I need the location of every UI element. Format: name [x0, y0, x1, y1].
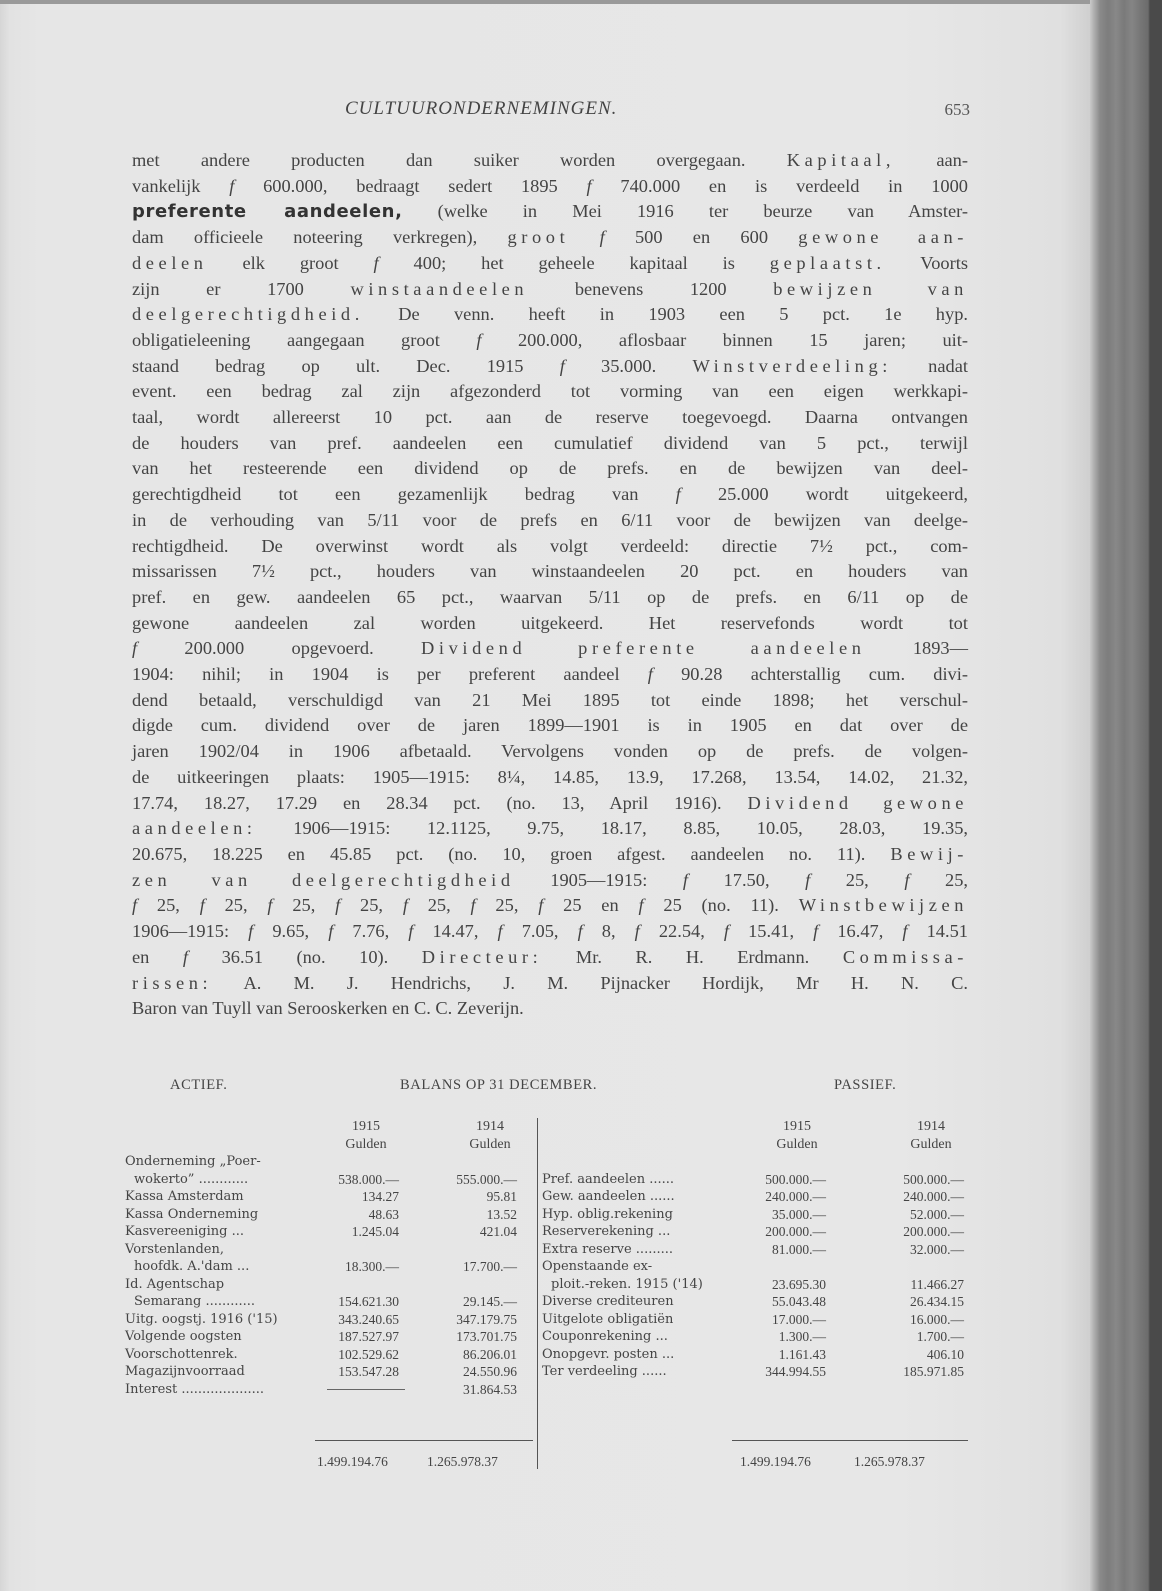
value-1914: 32.000.—	[910, 1241, 964, 1257]
row-label: Diverse crediteuren	[542, 1294, 674, 1309]
page-number: 653	[944, 100, 970, 119]
unit-header-row	[125, 1136, 537, 1154]
row-label: wokerto” ............	[134, 1171, 249, 1187]
florin-sign: f	[634, 921, 640, 942]
year-header-row	[125, 1118, 537, 1136]
florin-sign: f	[182, 946, 189, 967]
passief-row	[542, 1311, 968, 1329]
text-run: 25 en	[543, 895, 639, 916]
value-1915: 18.300.—	[345, 1259, 399, 1274]
value-1914: 86.206.01	[463, 1346, 517, 1362]
value-1915: 23.695.30	[772, 1276, 826, 1292]
text-line	[132, 328, 968, 354]
year-header-row	[542, 1118, 968, 1136]
row-label: Vorstenlanden,	[125, 1241, 224, 1257]
text-line	[132, 482, 968, 508]
text-run: 25,	[475, 895, 539, 916]
value-1915: 343.240.65	[338, 1311, 399, 1327]
text-line	[132, 868, 968, 894]
spaced-term: winstaandeelen	[350, 278, 529, 299]
actief-row	[125, 1188, 537, 1206]
text-line	[132, 688, 968, 714]
text-run: gerechtigdheid tot een gezamenlijk bedrag van	[132, 484, 676, 505]
florin-sign: f	[805, 869, 811, 890]
text-run: 35.000.	[564, 355, 693, 376]
spaced-term: Dividend gewone	[747, 792, 968, 813]
text-line	[132, 611, 968, 637]
text-line	[132, 559, 968, 585]
actief-row	[125, 1153, 537, 1171]
text-run: missarissen 7½ pct., houders van winstaandeelen 20 pct. en houders van	[132, 561, 968, 582]
running-head	[130, 98, 970, 126]
text-run: 1893—	[865, 638, 968, 659]
actief-row	[125, 1276, 537, 1294]
value-1915: 344.994.55	[765, 1364, 826, 1379]
row-label: Uitg. oogstj. 1916 ('15)	[125, 1311, 278, 1327]
value-1915: 187.527.97	[338, 1329, 399, 1344]
florin-sign: f	[248, 921, 254, 942]
text-line	[132, 405, 968, 431]
row-label: Kassa Onderneming	[125, 1206, 259, 1222]
text-run: digde cum. dividend over de jaren 1899—1901 is in 1905 en dat over de	[132, 715, 968, 736]
text-run: en	[132, 946, 183, 967]
florin-sign: f	[559, 355, 565, 376]
value-1914: 26.434.15	[910, 1294, 964, 1309]
florin-sign: f	[497, 921, 503, 942]
text-run: obligatieleening aangegaan groot	[132, 329, 477, 350]
text-run: 25,	[909, 869, 969, 890]
text-line	[132, 816, 968, 842]
value-1914: 200.000.—	[903, 1224, 964, 1239]
florin-sign: f	[328, 921, 334, 942]
text-line	[132, 174, 968, 200]
value-1914: 13.52	[486, 1206, 517, 1222]
value-1914: 95.81	[486, 1189, 517, 1204]
text-line	[132, 379, 968, 405]
value-1915: 55.043.48	[772, 1294, 826, 1309]
florin-sign: f	[470, 895, 476, 916]
text-run: event. een bedrag zal zijn afgezonderd tot vorming van een eigen werkkapi-	[132, 381, 968, 402]
florin-sign: f	[647, 664, 653, 685]
text-run: dend betaald, verschuldigd van 21 Mei 1895 tot einde 1898; het verschul-	[132, 689, 968, 710]
value-1915: 240.000.—	[765, 1189, 826, 1204]
text-run: vankelijk	[132, 175, 230, 196]
value-1914: 31.864.53	[463, 1381, 517, 1397]
passief-row	[542, 1206, 968, 1224]
text-run: 25,	[407, 895, 471, 916]
text-run: 7.05,	[502, 921, 578, 942]
text-line	[132, 713, 968, 739]
text-line	[132, 893, 968, 919]
row-label: Reserverekening ...	[542, 1224, 671, 1239]
spaced-term: gewone aan-	[798, 227, 968, 248]
book-spine	[1090, 0, 1162, 1591]
text-run: benevens 1200	[528, 278, 774, 299]
value-1914: 500.000.—	[903, 1171, 964, 1187]
row-label: Onopgevr. posten ...	[542, 1346, 675, 1362]
text-line	[132, 765, 968, 791]
passief-row	[542, 1293, 968, 1311]
text-line	[132, 354, 968, 380]
text-run: gewone aandeelen zal worden uitgekeerd. Het reservefonds wordt tot	[132, 612, 968, 633]
row-label: Kasvereeniging ...	[125, 1224, 245, 1239]
spaced-term: deelgerechtigdheid.	[132, 304, 364, 325]
florin-sign: f	[586, 175, 592, 196]
text-run: de uitkeeringen plaats: 1905—1915: 8¼, 14.85, 13.9, 17.268, 13.54, 14.02, 21.32,	[132, 766, 968, 787]
value-1914: 17.700.—	[463, 1259, 517, 1274]
value-1914: 29.145.—	[463, 1294, 517, 1309]
florin-sign: f	[682, 869, 689, 890]
actief-row	[125, 1171, 537, 1189]
actief-row	[125, 1206, 537, 1224]
florin-sign: f	[813, 921, 819, 942]
value-1915: 500.000.—	[765, 1171, 826, 1187]
florin-sign: f	[902, 921, 908, 942]
text-run: van het resteerende een dividend op de prefs. en de bewijzen van deel-	[132, 458, 968, 479]
florin-sign: f	[723, 921, 730, 942]
col-unit-1914: Gulden	[910, 1136, 952, 1152]
value-1915: 48.63	[368, 1206, 399, 1222]
text-run: 14.51	[907, 921, 968, 942]
passief-row	[542, 1223, 968, 1241]
value-1915: 102.529.62	[338, 1346, 399, 1362]
value-1915: 1.245.04	[351, 1224, 399, 1239]
text-run: 20.675, 18.225 en 45.85 pct. (no. 10, groen afgest. aandeelen no. 11).	[132, 843, 891, 864]
actief-total-rule	[315, 1440, 533, 1441]
florin-sign: f	[476, 329, 482, 350]
value-1914: 16.000.—	[910, 1311, 964, 1327]
actief-row	[125, 1381, 537, 1399]
text-run: 8,	[582, 921, 635, 942]
value-1914: 185.971.85	[903, 1364, 964, 1379]
value-1914: 421.04	[479, 1224, 517, 1239]
text-run: 36.51 (no. 10).	[188, 946, 422, 967]
text-run: 15.41,	[729, 921, 814, 942]
row-label: Couponrekening ...	[542, 1329, 668, 1344]
value-1915: 35.000.—	[772, 1206, 826, 1222]
actief-row	[125, 1293, 537, 1311]
florin-sign: f	[408, 921, 414, 942]
row-label: Openstaande ex-	[542, 1259, 653, 1274]
page-top-edge	[0, 0, 1100, 4]
text-line	[132, 919, 968, 945]
value-1914: 406.10	[926, 1346, 964, 1362]
actief-row	[125, 1258, 537, 1276]
spaced-term: Dividend preferente aandeelen	[421, 638, 866, 659]
text-line	[132, 225, 968, 251]
text-run: 600.000, bedraagt sedert 1895	[234, 175, 587, 196]
text-line	[132, 585, 968, 611]
col-year-1914: 1914	[476, 1119, 504, 1134]
text-run: 25.000 wordt uitgekeerd,	[680, 484, 968, 505]
text-run: (welke in Mei 1916 ter beurze van Amster-	[402, 201, 968, 222]
row-label: hoofdk. A.'dam ...	[134, 1259, 250, 1274]
actief-row	[125, 1311, 537, 1329]
text-run: zijn er 1700	[132, 278, 351, 299]
florin-sign: f	[132, 895, 138, 916]
balance-headings	[132, 1077, 968, 1099]
actief-row	[125, 1346, 537, 1364]
row-label: Ter verdeeling ......	[542, 1364, 667, 1379]
value-1914: 11.466.27	[910, 1276, 964, 1292]
actief-row	[125, 1223, 537, 1241]
value-1915: 154.621.30	[338, 1294, 399, 1309]
value-1914: 52.000.—	[910, 1206, 964, 1222]
spaced-term: aandeelen:	[132, 818, 257, 839]
value-1914: 24.550.96	[463, 1364, 517, 1379]
text-line	[132, 662, 968, 688]
text-line	[132, 148, 968, 174]
spaced-term: geplaatst.	[769, 252, 886, 273]
florin-sign: f	[229, 175, 235, 196]
row-label: Hyp. oblig.rekening	[542, 1206, 673, 1222]
text-line	[132, 842, 968, 868]
text-run: nadat	[891, 355, 968, 376]
text-run: pref. en gew. aandeelen 65 pct., waarvan 5/11 op de prefs. en 6/11 op de	[132, 586, 968, 607]
florin-sign: f	[638, 895, 644, 916]
row-label: Volgende oogsten	[125, 1329, 242, 1344]
florin-sign: f	[132, 638, 138, 659]
text-run: Mr. R. H. Erdmann.	[542, 946, 843, 967]
column-divider	[537, 1118, 538, 1469]
value-1914: 347.179.75	[456, 1311, 517, 1327]
text-run: Baron van Tuyll van Serooskerken en C. C. Zeverijn.	[132, 998, 524, 1019]
passief-row	[542, 1363, 968, 1381]
text-line	[132, 791, 968, 817]
spaced-term: Commissa-	[842, 946, 968, 967]
text-line	[132, 277, 968, 303]
value-1915: 538.000.—	[338, 1171, 399, 1187]
text-run: 500 en 600	[604, 227, 799, 248]
text-run: Voorts	[885, 252, 968, 273]
text-run: 25 (no. 11).	[643, 895, 799, 916]
text-run: De venn. heeft in 1903 een 5 pct. 1e hyp.	[363, 304, 968, 325]
spaced-term: Kapitaal,	[786, 150, 896, 170]
text-run: 25,	[340, 895, 403, 916]
spaced-term: Directeur:	[421, 946, 543, 967]
passief-total-rule	[732, 1440, 968, 1441]
spaced-term: zen van deelgerechtigdheid	[132, 869, 515, 890]
text-run: A. M. J. Hendrichs, J. M. Pijnacker Hordijk, Mr H. N. C.	[212, 972, 968, 993]
col-year-1914: 1914	[917, 1119, 945, 1134]
text-line	[132, 945, 968, 971]
florin-sign: f	[199, 895, 205, 916]
actief-column	[125, 1118, 537, 1469]
text-run: 90.28 achterstallig cum. divi-	[652, 664, 968, 685]
text-run: 740.000 en is verdeeld in 1000	[591, 175, 968, 196]
col-unit-1914: Gulden	[469, 1136, 511, 1152]
florin-sign: f	[538, 895, 544, 916]
actief-row	[125, 1241, 537, 1259]
passief-row	[542, 1346, 968, 1364]
spaced-term: Winstbewijzen	[798, 895, 969, 916]
value-1915: 17.000.—	[772, 1311, 826, 1327]
text-run: 1904: nihil; in 1904 is per preferent aandeel	[132, 664, 648, 685]
spaced-term: deelen	[132, 252, 208, 273]
actief-total-1914: 1.265.978.37	[427, 1454, 498, 1469]
row-label: Extra reserve .........	[542, 1241, 673, 1257]
text-run: rechtigdheid. De overwinst wordt als volgt verdeeld: directie 7½ pct., com-	[132, 535, 968, 556]
value-1915: 200.000.—	[765, 1224, 826, 1239]
florin-sign: f	[373, 252, 379, 273]
value-1914: 173.701.75	[456, 1329, 517, 1344]
running-title: CULTUURONDERNEMINGEN.	[345, 98, 618, 119]
row-label: Pref. aandeelen ......	[542, 1171, 674, 1187]
actief-row	[125, 1363, 537, 1381]
heading-actief: ACTIEF.	[170, 1077, 228, 1093]
nil-dash	[327, 1389, 405, 1390]
text-line	[132, 199, 968, 225]
text-run: 1905—1915:	[514, 869, 683, 890]
text-run: in de verhouding van 5/11 voor de prefs en 6/11 voor de bewijzen van deelge-	[132, 509, 968, 530]
text-run: met andere producten dan suiker worden overgegaan.	[132, 150, 787, 170]
text-run: 25,	[204, 895, 268, 916]
text-run: 1906—1915: 12.1125, 9.75, 18.17, 8.85, 10.05, 28.03, 19.35,	[256, 818, 968, 839]
florin-sign: f	[675, 484, 681, 505]
heading-balans: BALANS OP 31 DECEMBER.	[400, 1077, 598, 1093]
text-line	[132, 996, 968, 1022]
text-line	[132, 534, 968, 560]
row-label: Kassa Amsterdam	[125, 1189, 244, 1204]
heading-passief: PASSIEF.	[834, 1077, 897, 1093]
col-unit-1915: Gulden	[345, 1136, 387, 1152]
spaced-term: Bewij-	[890, 843, 968, 864]
text-run: dam officieele noteering verkregen),	[132, 227, 508, 248]
row-label: Interest ....................	[125, 1381, 265, 1397]
passief-row	[542, 1241, 968, 1259]
row-label: Onderneming „Poer-	[125, 1154, 261, 1169]
text-run: 22.54,	[639, 921, 724, 942]
text-run: 25,	[137, 895, 200, 916]
row-label: Voorschottenrek.	[125, 1346, 238, 1362]
passief-row	[542, 1276, 968, 1294]
value-1915: 134.27	[361, 1189, 399, 1204]
passief-row	[542, 1188, 968, 1206]
text-line	[132, 251, 968, 277]
passief-row	[542, 1328, 968, 1346]
row-label: Magazijnvoorraad	[125, 1364, 245, 1379]
passief-row	[542, 1171, 968, 1189]
text-line	[132, 431, 968, 457]
text-run: 200.000 opgevoerd.	[137, 638, 422, 659]
text-line	[132, 302, 968, 328]
text-run: 200.000, aflosbaar binnen 15 jaren; uit-	[481, 329, 969, 350]
value-1915: 1.161.43	[778, 1346, 826, 1362]
actief-row	[125, 1328, 537, 1346]
text-line	[132, 456, 968, 482]
text-run: jaren 1902/04 in 1906 afbetaald. Vervolgens vonden op de prefs. de volgen-	[132, 741, 968, 762]
text-line	[132, 636, 968, 662]
passief-row	[542, 1153, 968, 1171]
value-1915: 81.000.—	[772, 1241, 826, 1257]
passief-row	[542, 1258, 968, 1276]
text-run: 25,	[810, 869, 905, 890]
unit-header-row	[542, 1136, 968, 1154]
text-run: staand bedrag op ult. Dec. 1915	[132, 355, 560, 376]
col-unit-1915: Gulden	[776, 1136, 818, 1152]
text-run: 17.50,	[688, 869, 806, 890]
text-run: aan-	[895, 150, 968, 170]
text-line	[132, 508, 968, 534]
row-label: Uitgelote obligatiën	[542, 1311, 674, 1327]
actief-total-1915: 1.499.194.76	[317, 1454, 388, 1469]
value-1914: 1.700.—	[916, 1329, 964, 1344]
spaced-term: bewijzen van	[773, 278, 968, 299]
bold-term: preferente aandeelen,	[132, 201, 403, 223]
text-run: 25,	[272, 895, 336, 916]
florin-sign: f	[335, 895, 341, 916]
text-run: 400; het geheele kapitaal is	[378, 252, 770, 273]
spaced-term: Winstverdeeling:	[692, 355, 892, 376]
text-run: 14.47,	[413, 921, 498, 942]
text-run	[569, 227, 599, 247]
value-1915: 153.547.28	[338, 1364, 399, 1379]
body-paragraph	[132, 148, 968, 1022]
florin-sign: f	[402, 895, 408, 916]
text-run: 17.74, 18.27, 17.29 en 28.34 pct. (no. 13, April 1916).	[132, 792, 748, 813]
text-run: 7.76,	[333, 921, 409, 942]
text-line	[132, 739, 968, 765]
text-run: elk groot	[207, 252, 374, 273]
passief-total-1915: 1.499.194.76	[740, 1454, 811, 1469]
col-year-1915: 1915	[783, 1119, 811, 1134]
florin-sign: f	[267, 895, 273, 916]
row-label: Id. Agentschap	[125, 1276, 225, 1292]
row-label: Gew. aandeelen ......	[542, 1189, 675, 1204]
text-run: 16.47,	[818, 921, 903, 942]
col-year-1915: 1915	[352, 1119, 380, 1134]
text-run: de houders van pref. aandeelen een cumulatief dividend van 5 pct., terwijl	[132, 432, 968, 453]
text-run: 1906—1915:	[132, 921, 249, 942]
florin-sign: f	[599, 227, 605, 248]
text-run: 9.65,	[253, 921, 329, 942]
florin-sign: f	[577, 921, 583, 942]
text-line	[132, 971, 968, 997]
passief-column	[542, 1118, 968, 1469]
value-1915: 1.300.—	[778, 1329, 826, 1344]
value-1914: 555.000.—	[456, 1171, 517, 1187]
value-1914: 240.000.—	[903, 1189, 964, 1204]
florin-sign: f	[904, 869, 910, 890]
passief-total-1914: 1.265.978.37	[854, 1454, 925, 1469]
row-label: Semarang ............	[134, 1294, 256, 1309]
spaced-term: rissen:	[132, 972, 213, 993]
row-label: ploit.-reken. 1915 ('14)	[551, 1276, 703, 1292]
spaced-term: groot	[507, 227, 570, 248]
text-run: taal, wordt allereerst 10 pct. aan de reserve toegevoegd. Daarna ontvangen	[132, 407, 968, 428]
